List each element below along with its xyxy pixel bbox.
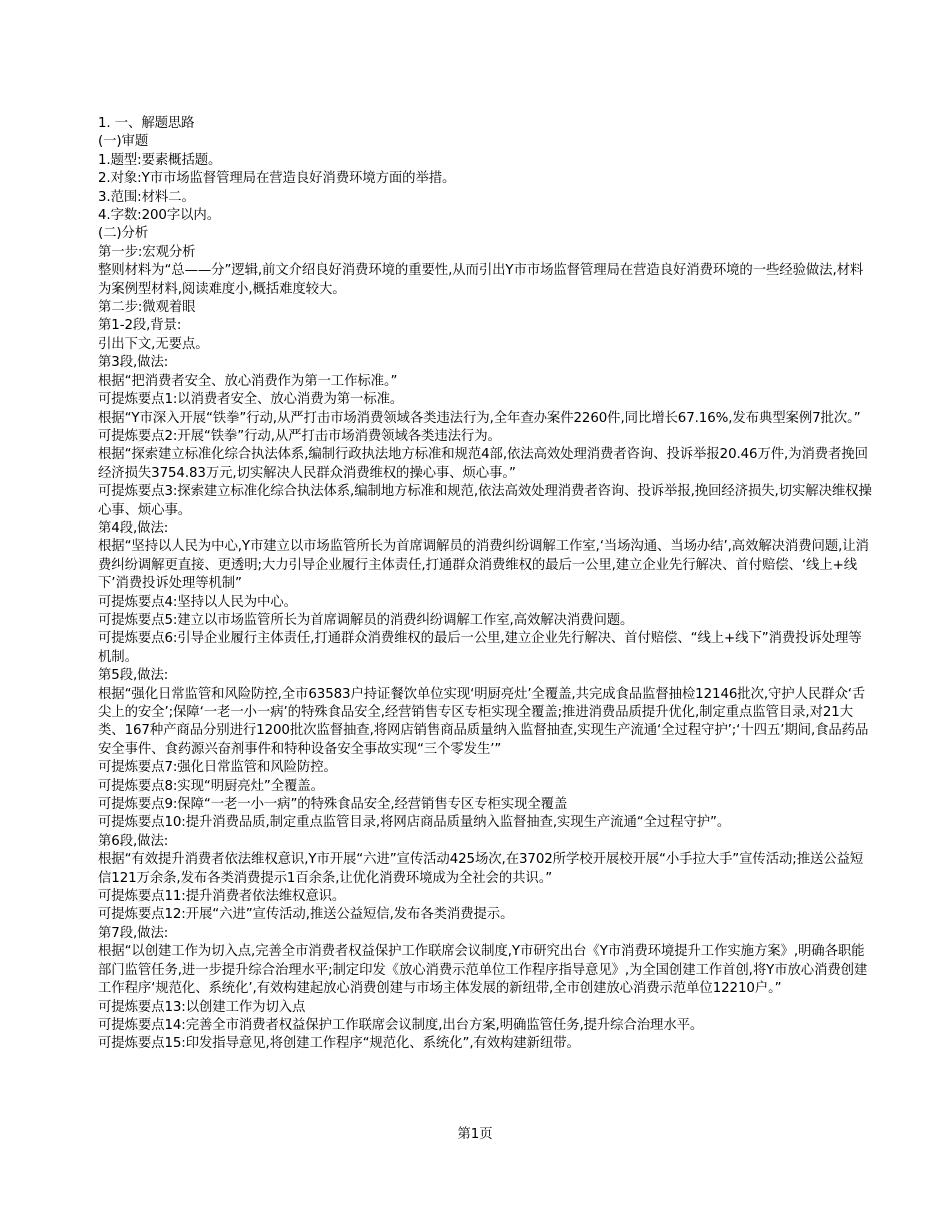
paragraph-label: 第1-2段,背景: — [98, 318, 182, 334]
quote-line: 根据“有效提升消费者依法维权意识,Y市开展“六进”宣传活动425场次,在3702所学校开展校开展“小手拉大手”宣传活动;推送公益短信121万余条,发布各类消费提示1百余条,让优化消费环境成为全社会的共识。” — [98, 852, 864, 886]
quote-line: 根据“把消费者安全、放心消费作为第一工作标准。” — [98, 373, 398, 389]
key-point: 可提炼要点6:引导企业履行主体责任,打通群众消费维权的最后一公里,建立企业先行解决、首付赔偿、“线上+线下”消费投诉处理等机制。 — [98, 631, 862, 665]
quote-line: 根据“坚持以人民为中心,Y市建立以市场监管所长为首席调解员的消费纠纷调解工作室,‘当场沟通、当场办结’,高效解决消费问题,让消费纠纷调解更直接、更透明;大力引导企业履行主体责任,打通群众消费维权的最后一公里,建立企业先行解决、首付赔偿、‘线上+线下’消费投诉处理等机制” — [98, 539, 869, 592]
heading-line: 1. 一、解题思路 — [98, 116, 195, 131]
key-point: 可提炼要点1:以消费者安全、放心消费为第一标准。 — [98, 392, 404, 408]
quote-line: 根据“Y市深入开展“铁拳”行动,从严打击市场消费领域各类违法行为,全年查办案件2260件,同比增长67.16%,发布典型案例7批次。” — [98, 410, 861, 426]
key-point: 可提炼要点12:开展“六进”宣传活动,推送公益短信,发布各类消费提示。 — [98, 907, 514, 923]
paragraph-label: 第4段,做法: — [98, 520, 169, 536]
section-heading: (二)分析 — [98, 226, 149, 242]
text-line: 引出下文,无要点。 — [98, 336, 209, 352]
quote-line: 根据“探索建立标准化综合执法体系,编制行政执法地方标准和规范4部,依法高效处理消费者咨询、投诉举报20.46万件,为消费者挽回经济损失3754.83万元,切实解决人民群众消费维权的操心事、烦心事。” — [98, 447, 868, 481]
key-point: 可提炼要点2:开展“铁拳”行动,从严打击市场消费领域各类违法行为。 — [98, 428, 501, 444]
section-heading: (一)审题 — [98, 134, 149, 150]
quote-line: 根据“以创建工作为切入点,完善全市消费者权益保护工作联席会议制度,Y市研究出台《Y市消费环境提升工作实施方案》,明确各职能部门监管任务,进一步提升综合治理水平;制定印发《放心消费示范单位工作程序指导意见》,为全国创建工作首创,将Y市放心消费创建工作程序‘规范化、系统化’,有效构建起放心消费创建与市场主体发展的新纽带,全市创建放心消费示范单位12210户。” — [98, 944, 868, 997]
paragraph: 整则材料为“总——分”逻辑,前文介绍良好消费环境的重要性,从而引出Y市市场监督管理局在营造良好消费环境的一些经验做法,材料为案例型材料,阅读难度小,概括难度较大。 — [98, 263, 864, 297]
quote-line: 根据“强化日常监管和风险防控,全市63583户持证餐饮单位实现‘明厨亮灶’全覆盖,共完成食品监督抽检12146批次,守护人民群众‘舌尖上的安全’;保障‘一老一小一病’的特殊食品安全,经营销售专区专柜实现全覆盖;推进消费品质提升优化,制定重点监管目录,对21大类、167种产商品分别进行1200批次监督抽查,将网店销售商品质量纳入监督抽查,实现生产流通‘全过程守护’;‘十四五’期间,食品药品安全事件、食药源兴奋剂事件和特种设备安全事故实现“三个零发生’” — [98, 686, 869, 757]
key-point: 可提炼要点7:强化日常监管和风险防控。 — [98, 760, 337, 776]
text-line: 3.范围:材料二。 — [98, 189, 195, 205]
key-point: 可提炼要点15:印发指导意见,将创建工作程序“规范化、系统化”,有效构建新纽带。 — [98, 1036, 580, 1052]
key-point: 可提炼要点3:探索建立标准化综合执法体系,编制地方标准和规范,依法高效处理消费者咨询、投诉举报,挽回经济损失,切实解决维权操心事、烦心事。 — [98, 484, 872, 518]
text-line: 2.对象:Y市市场监督管理局在营造良好消费环境方面的举措。 — [98, 171, 456, 187]
paragraph-label: 第7段,做法: — [98, 925, 169, 941]
paragraph-label: 第3段,做法: — [98, 355, 169, 371]
key-point: 可提炼要点5:建立以市场监管所长为首席调解员的消费纠纷调解工作室,高效解决消费问题。 — [98, 612, 634, 628]
key-point: 可提炼要点8:实现“明厨亮灶”全覆盖。 — [98, 778, 324, 794]
paragraph-label: 第6段,做法: — [98, 833, 169, 849]
key-point: 可提炼要点10:提升消费品质,制定重点监管目录,将网店商品质量纳入监督抽查,实现生产流通“全过程守护”。 — [98, 815, 731, 831]
key-point: 可提炼要点13:以创建工作为切入点 — [98, 999, 306, 1015]
key-point: 可提炼要点4:坚持以人民为中心。 — [98, 594, 297, 610]
text-line: 4.字数:200字以内。 — [98, 208, 220, 224]
paragraph-label: 第5段,做法: — [98, 668, 169, 684]
text-line: 1.题型:要素概括题。 — [98, 152, 222, 168]
key-point: 可提炼要点11:提升消费者依法维权意识。 — [98, 889, 346, 905]
document-body — [98, 115, 873, 1054]
step-heading: 第二步:微观着眼 — [98, 300, 196, 316]
key-point: 可提炼要点9:保障“一老一小一病”的特殊食品安全,经营销售专区专柜实现全覆盖 — [98, 797, 568, 813]
page-number: 第1页 — [457, 1127, 493, 1142]
key-point: 可提炼要点14:完善全市消费者权益保护工作联席会议制度,出台方案,明确监管任务,提升综合治理水平。 — [98, 1017, 704, 1033]
step-heading: 第一步:宏观分析 — [98, 244, 196, 260]
